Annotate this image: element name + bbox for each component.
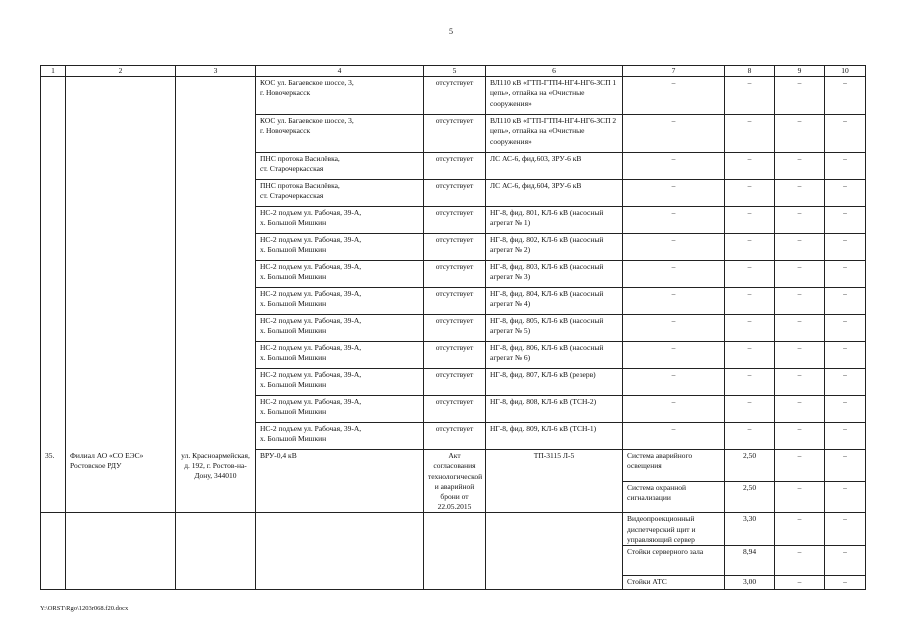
value-cell: – <box>825 576 866 590</box>
supply-line-cell: НГ-8, фид. 803, КЛ-6 кВ (насосный агрегат № 3) <box>486 261 623 288</box>
empty-cell <box>66 513 176 590</box>
value-cell: – <box>775 180 825 207</box>
equipment-cell: Система аварийного освещения <box>623 450 725 482</box>
equipment-cell: Видеопроекционный диспетчерский щит и управляющий сервер <box>623 513 725 546</box>
equipment-cell: – <box>623 180 725 207</box>
power-cell: 8,94 <box>725 546 775 576</box>
supply-line-cell: НГ-8, фид. 809, КЛ-6 кВ (ТСН-1) <box>486 423 623 450</box>
power-cell: – <box>725 315 775 342</box>
object-address-cell: ПНС протока Василёвка, ст. Старочеркасская <box>256 153 424 180</box>
value-cell: – <box>775 369 825 396</box>
supply-line-cell: НГ-8, фид. 806, КЛ-6 кВ (насосный агрегат № 6) <box>486 342 623 369</box>
value-cell: – <box>825 513 866 546</box>
supply-line-cell: НГ-8, фид. 802, КЛ-6 кВ (насосный агрегат № 2) <box>486 234 623 261</box>
empty-cell <box>41 513 66 590</box>
value-cell: – <box>775 396 825 423</box>
value-cell: – <box>825 180 866 207</box>
document-cell: отсутствует <box>424 288 486 315</box>
equipment-cell: – <box>623 423 725 450</box>
column-number: 1 <box>41 66 66 77</box>
document-cell: отсутствует <box>424 153 486 180</box>
power-cell: – <box>725 180 775 207</box>
continued-cells <box>66 77 176 450</box>
value-cell: – <box>775 153 825 180</box>
value-cell: – <box>825 234 866 261</box>
value-cell: – <box>775 288 825 315</box>
power-cell: – <box>725 288 775 315</box>
document-cell: отсутствует <box>424 234 486 261</box>
supply-line-cell: НГ-8, фид. 808, КЛ-6 кВ (ТСН-2) <box>486 396 623 423</box>
table-row <box>41 450 866 482</box>
page-number: 5 <box>449 27 453 36</box>
power-cell: – <box>725 77 775 115</box>
power-cell: – <box>725 342 775 369</box>
power-cell: 3,30 <box>725 513 775 546</box>
equipment-cell: Стойки АТС <box>623 576 725 590</box>
value-cell: – <box>825 77 866 115</box>
supply-line-cell: ЛС АС-6, фид.604, ЗРУ-6 кВ <box>486 180 623 207</box>
value-cell: – <box>775 115 825 153</box>
value-cell: – <box>775 77 825 115</box>
power-cell: – <box>725 153 775 180</box>
document-cell: отсутствует <box>424 261 486 288</box>
object-address-cell: НС-2 подъем ул. Рабочая, 39-А, х. Большой Мишкин <box>256 207 424 234</box>
empty-cell <box>486 513 623 590</box>
equipment-cell: – <box>623 315 725 342</box>
document-cell: отсутствует <box>424 342 486 369</box>
object-address-cell: НС-2 подъем ул. Рабочая, 39-А, х. Большой Мишкин <box>256 288 424 315</box>
power-cell: 2,50 <box>725 450 775 482</box>
power-cell: – <box>725 207 775 234</box>
address-cell: ул. Красноармейская, д. 192, г. Ростов-на-Дону, 344010 <box>176 450 256 513</box>
equipment-cell: – <box>623 369 725 396</box>
column-number-header-row <box>41 66 866 77</box>
column-number: 4 <box>256 66 424 77</box>
power-cell: 3,00 <box>725 576 775 590</box>
value-cell: – <box>825 396 866 423</box>
document-cell: отсутствует <box>424 207 486 234</box>
value-cell: – <box>775 342 825 369</box>
value-cell: – <box>825 342 866 369</box>
column-number: 5 <box>424 66 486 77</box>
table-row <box>41 513 866 546</box>
empty-cell <box>256 513 424 590</box>
value-cell: – <box>775 513 825 546</box>
document-cell: отсутствует <box>424 315 486 342</box>
equipment-cell: – <box>623 234 725 261</box>
supply-line-cell: НГ-8, фид. 807, КЛ-6 кВ (резерв) <box>486 369 623 396</box>
supply-line-cell: ВЛ110 кВ «ГТП-ГТП4-НГ4-НГ6-ЗСП 1 цепь», отпайка на «Очистные сооружения» <box>486 77 623 115</box>
object-cell: ВРУ-0,4 кВ <box>256 450 424 513</box>
value-cell: – <box>775 207 825 234</box>
column-number: 9 <box>775 66 825 77</box>
power-cell: – <box>725 234 775 261</box>
column-number: 7 <box>623 66 725 77</box>
document-cell: отсутствует <box>424 180 486 207</box>
column-number: 6 <box>486 66 623 77</box>
value-cell: – <box>825 207 866 234</box>
power-cell: 2,50 <box>725 481 775 513</box>
value-cell: – <box>825 546 866 576</box>
empty-cell <box>176 513 256 590</box>
document-cell: отсутствует <box>424 369 486 396</box>
power-cell: – <box>725 396 775 423</box>
entry-number-cell: 35. <box>41 450 66 513</box>
object-address-cell: НС-2 подъем ул. Рабочая, 39-А, х. Большой Мишкин <box>256 261 424 288</box>
column-number: 3 <box>176 66 256 77</box>
document-cell: отсутствует <box>424 77 486 115</box>
table-row <box>41 77 866 115</box>
value-cell: – <box>825 481 866 513</box>
footer-file-path: Y:\ORST\Rgo\1203r068.f20.docx <box>40 605 129 612</box>
equipment-cell: – <box>623 342 725 369</box>
equipment-cell: – <box>623 115 725 153</box>
equipment-cell: Стойки серверного зала <box>623 546 725 576</box>
value-cell: – <box>825 115 866 153</box>
equipment-cell: – <box>623 207 725 234</box>
equipment-cell: – <box>623 77 725 115</box>
value-cell: – <box>825 450 866 482</box>
supply-line-cell: ЛС АС-6, фид.603, ЗРУ-6 кВ <box>486 153 623 180</box>
supply-line-cell: ВЛ110 кВ «ГТП-ГТП4-НГ4-НГ6-ЗСП 2 цепь», отпайка на «Очистные сооружения» <box>486 115 623 153</box>
supply-line-cell: НГ-8, фид. 805, КЛ-6 кВ (насосный агрегат № 5) <box>486 315 623 342</box>
power-cell: – <box>725 369 775 396</box>
value-cell: – <box>825 288 866 315</box>
equipment-cell: Система охранной сигнализации <box>623 481 725 513</box>
continued-cells <box>41 77 66 450</box>
value-cell: – <box>775 481 825 513</box>
power-cell: – <box>725 115 775 153</box>
power-cell: – <box>725 423 775 450</box>
supply-line-cell: НГ-8, фид. 801, КЛ-6 кВ (насосный агрегат № 1) <box>486 207 623 234</box>
value-cell: – <box>775 450 825 482</box>
column-number: 2 <box>66 66 176 77</box>
object-address-cell: НС-2 подъем ул. Рабочая, 39-А, х. Большой Мишкин <box>256 396 424 423</box>
column-number: 8 <box>725 66 775 77</box>
value-cell: – <box>825 261 866 288</box>
equipment-cell: – <box>623 261 725 288</box>
data-table <box>40 65 866 590</box>
value-cell: – <box>825 423 866 450</box>
organization-cell: Филиал АО «СО ЕЭС» Ростовское РДУ <box>66 450 176 513</box>
column-number: 10 <box>825 66 866 77</box>
object-address-cell: НС-2 подъем ул. Рабочая, 39-А, х. Большой Мишкин <box>256 315 424 342</box>
object-address-cell: НС-2 подъем ул. Рабочая, 39-А, х. Большой Мишкин <box>256 342 424 369</box>
value-cell: – <box>825 369 866 396</box>
value-cell: – <box>775 261 825 288</box>
equipment-cell: – <box>623 288 725 315</box>
object-address-cell: КОС ул. Багаевское шоссе, 3, г. Новочеркасск <box>256 77 424 115</box>
object-address-cell: НС-2 подъем ул. Рабочая, 39-А, х. Большой Мишкин <box>256 369 424 396</box>
power-cell: – <box>725 261 775 288</box>
value-cell: – <box>825 153 866 180</box>
supply-line-cell: НГ-8, фид. 804, КЛ-6 кВ (насосный агрегат № 4) <box>486 288 623 315</box>
supply-line-cell: ТП-3115 Л-5 <box>486 450 623 513</box>
document-cell: отсутствует <box>424 115 486 153</box>
object-address-cell: НС-2 подъем ул. Рабочая, 39-А, х. Большой Мишкин <box>256 423 424 450</box>
document-cell: Акт согласования технологической и аварийной брони от 22.05.2015 <box>424 450 486 513</box>
value-cell: – <box>775 234 825 261</box>
document-cell: отсутствует <box>424 423 486 450</box>
object-address-cell: НС-2 подъем ул. Рабочая, 39-А, х. Большой Мишкин <box>256 234 424 261</box>
value-cell: – <box>775 576 825 590</box>
equipment-cell: – <box>623 153 725 180</box>
document-cell: отсутствует <box>424 396 486 423</box>
continued-cells <box>176 77 256 450</box>
value-cell: – <box>775 546 825 576</box>
value-cell: – <box>775 315 825 342</box>
object-address-cell: ПНС протока Василёвка, ст. Старочеркасская <box>256 180 424 207</box>
value-cell: – <box>775 423 825 450</box>
value-cell: – <box>825 315 866 342</box>
object-address-cell: КОС ул. Багаевское шоссе, 3, г. Новочеркасск <box>256 115 424 153</box>
empty-cell <box>424 513 486 590</box>
equipment-cell: – <box>623 396 725 423</box>
